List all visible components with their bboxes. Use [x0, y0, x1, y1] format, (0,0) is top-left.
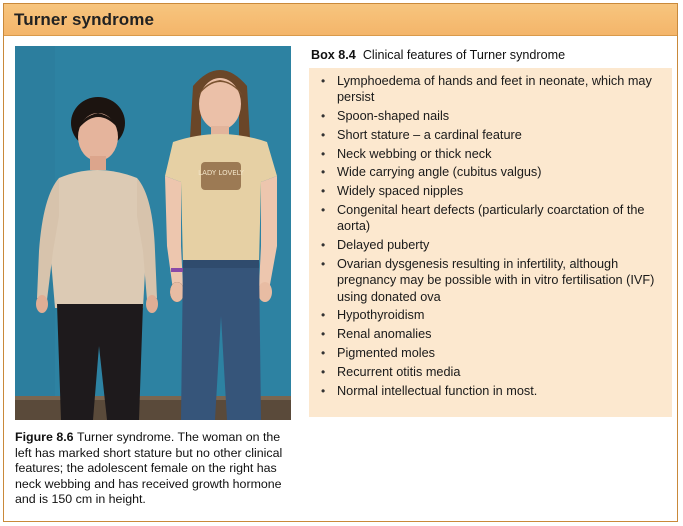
box-number: 8.4 [338, 48, 356, 62]
list-item-text: Renal anomalies [337, 327, 432, 342]
list-item [309, 202, 672, 235]
list-item [309, 326, 672, 342]
bullet-icon: • [321, 184, 326, 199]
list-item [309, 73, 672, 106]
section-title: Turner syndrome [14, 10, 155, 29]
list-item-text: Delayed puberty [337, 238, 430, 253]
list-item-text: Ovarian dysgenesis resulting in infertility, although pregnancy may be possible with in vitro fertilisation (IVF) using donated ova [337, 256, 655, 304]
list-item-text: Neck webbing or thick neck [337, 146, 492, 161]
list-item-text: Pigmented moles [337, 345, 436, 360]
list-item [309, 256, 672, 305]
box-title [311, 48, 671, 62]
figure-caption [15, 430, 297, 508]
bullet-icon: • [321, 109, 326, 124]
figure-caption-text: Turner syndrome. The woman on the left has marked short stature but no other clinical features; the adolescent female on the right has neck webbing and has received growth hormone and is 150 cm in height. [15, 430, 283, 507]
list-item-text: Wide carrying angle (cubitus valgus) [337, 165, 542, 180]
figure-number: 8.6 [56, 430, 74, 444]
list-item [309, 237, 672, 253]
bullet-icon: • [321, 256, 326, 271]
photo-illustration [15, 46, 291, 420]
list-item-text: Short stature – a cardinal feature [337, 127, 522, 142]
bullet-icon: • [321, 308, 326, 323]
list-item-text: Spoon-shaped nails [337, 109, 450, 124]
list-item [309, 146, 672, 162]
list-item-text: Recurrent otitis media [337, 364, 461, 379]
list-item [309, 127, 672, 143]
list-item [309, 345, 672, 361]
list-item-text: Congenital heart defects (particularly coarctation of the aorta) [337, 203, 645, 234]
shirt-graphic-text: LADY LOVELY [198, 169, 244, 177]
bullet-icon: • [321, 203, 326, 218]
figure-photo [15, 46, 291, 420]
list-item [309, 164, 672, 180]
list-item [309, 307, 672, 323]
list-item-text: Lymphoedema of hands and feet in neonate, which may persist [337, 74, 652, 105]
section-header [4, 4, 677, 36]
list-item [309, 183, 672, 199]
list-item [309, 383, 672, 399]
bullet-icon: • [321, 238, 326, 253]
list-item [309, 108, 672, 124]
textbook-panel [3, 3, 678, 522]
box-title-text: Clinical features of Turner syndrome [362, 48, 566, 62]
figure-label: Figure [15, 430, 53, 444]
list-item [309, 364, 672, 380]
bullet-icon: • [321, 146, 326, 161]
feature-list [309, 73, 672, 401]
bullet-icon: • [321, 345, 326, 360]
bullet-icon: • [321, 165, 326, 180]
clinical-features-box [309, 68, 672, 417]
bullet-icon: • [321, 383, 326, 398]
bullet-icon: • [321, 364, 326, 379]
bullet-icon: • [321, 327, 326, 342]
list-item-text: Hypothyroidism [337, 308, 425, 323]
bullet-icon: • [321, 127, 326, 142]
list-item-text: Normal intellectual function in most. [337, 383, 538, 398]
box-label: Box [311, 48, 335, 62]
bullet-icon: • [321, 74, 326, 88]
list-item-text: Widely spaced nipples [337, 184, 464, 199]
